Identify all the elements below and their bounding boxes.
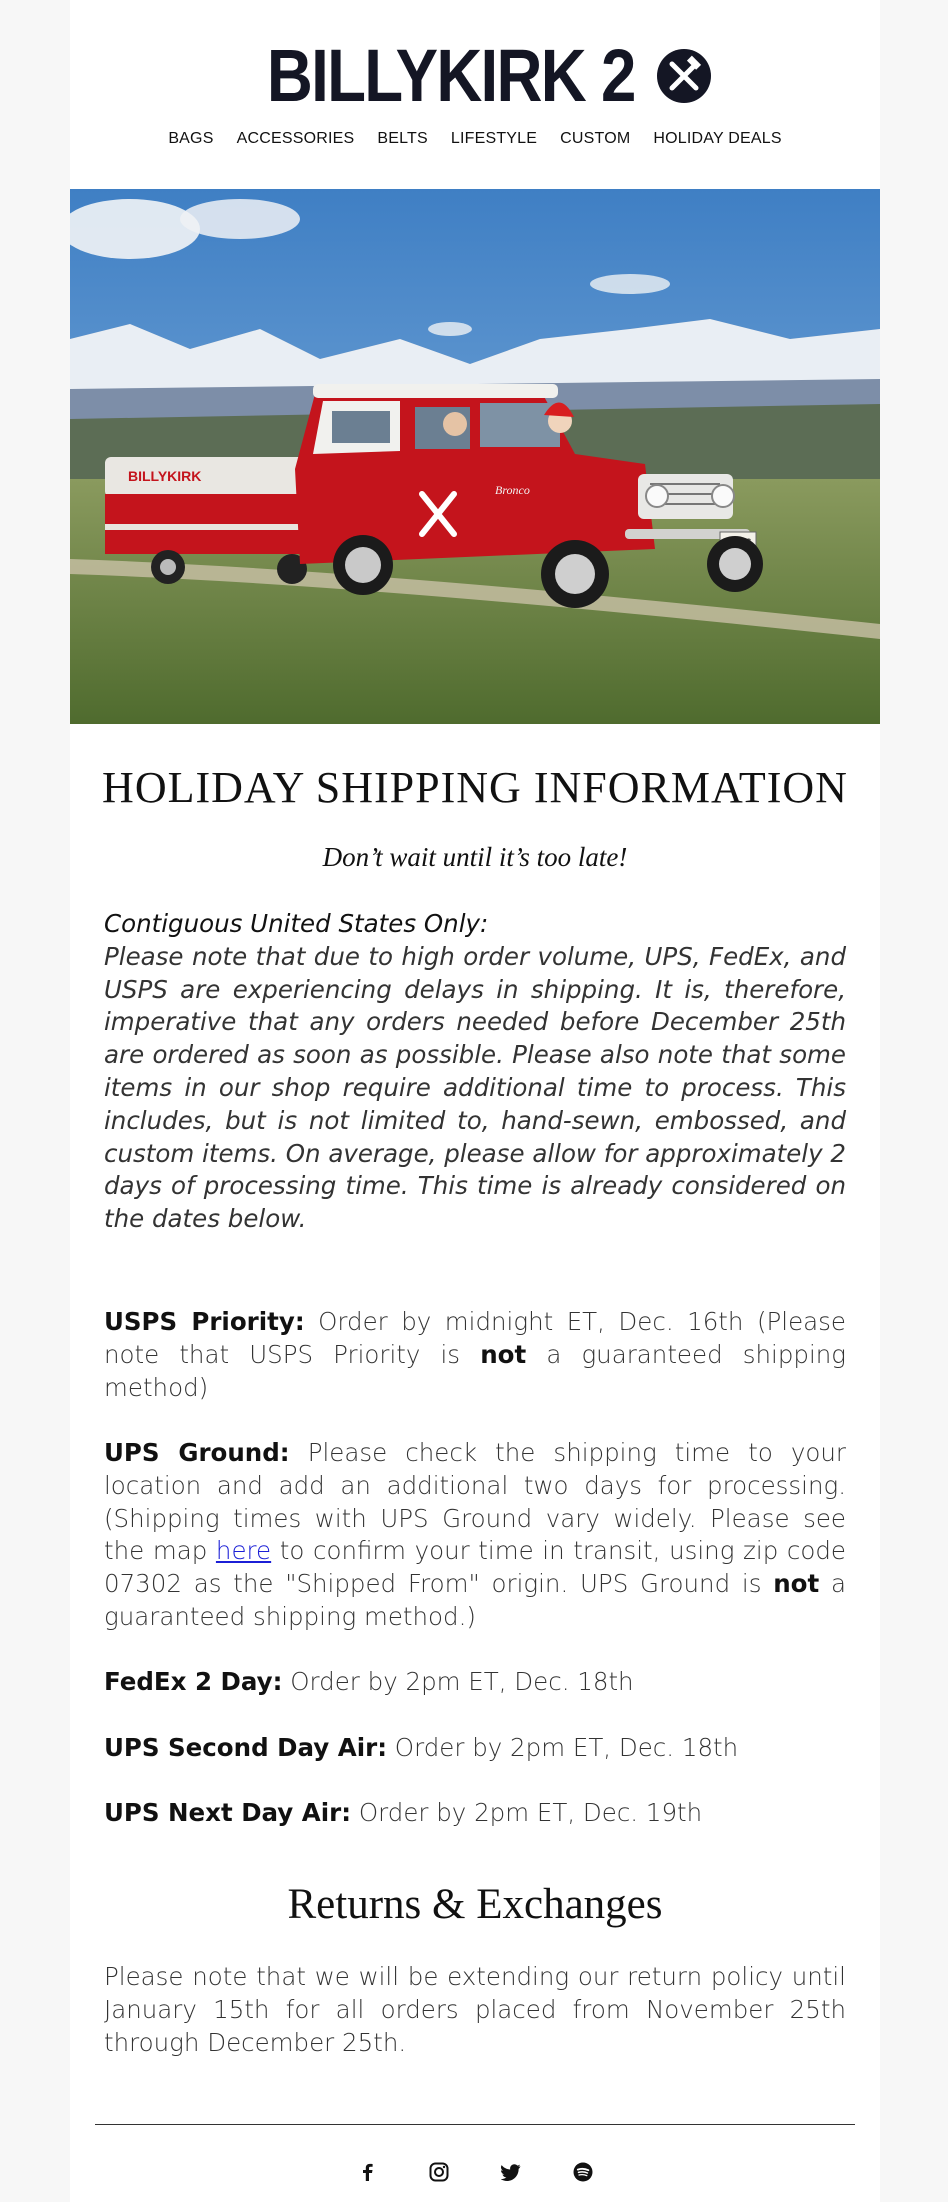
nav-bags[interactable]: BAGS (168, 130, 214, 147)
nav-belts[interactable]: BELTS (377, 130, 428, 147)
hero-image[interactable] (70, 189, 880, 724)
ups-ground-emph: not (773, 1569, 820, 1599)
trailer-brand: BILLYKIRK (128, 468, 202, 484)
ups-2day-text: Order by 2pm ET, Dec. 18th (387, 1733, 739, 1762)
bronco-script: Bronco (495, 483, 530, 497)
instagram-icon[interactable] (425, 2158, 453, 2186)
ups-ground-text-a: Please check the shipping time to your location and add an additional two days for processing. (Shipping times with UPS Ground vary widely. Please see the map (104, 1438, 847, 1566)
usps-label: USPS Priority: (104, 1307, 305, 1336)
usps-text-b: a guaranteed shipping method) (104, 1339, 846, 1402)
ups-ground-label: UPS Ground: (104, 1438, 290, 1467)
ups-ground-info (104, 1437, 846, 1634)
returns-heading: Returns & Exchanges (287, 1881, 663, 1928)
logo-wordmark: BILLYKIRK 2 (267, 34, 635, 117)
tagline: Don’t wait until it’s too late! (322, 842, 628, 872)
usps-emph: not (480, 1339, 527, 1369)
fedex-text: Order by 2pm ET, Dec. 18th (282, 1667, 634, 1696)
fedex-label: FedEx 2 Day: (104, 1667, 283, 1696)
nav-lifestyle[interactable]: LIFESTYLE (450, 130, 538, 147)
returns-body: Please note that we will be extending our return policy until January 15th for all orders placed from November 25th through December 25th. (104, 1962, 846, 2057)
ups-next-label: UPS Next Day Air: (104, 1798, 352, 1827)
main-nav (70, 130, 880, 148)
ups-ground-text-b: to confirm your time in transit, using zip code 07302 as the "Shipped From" origin. UPS Ground is (104, 1536, 846, 1599)
ups-second-day-info (104, 1732, 846, 1765)
ups-next-text: Order by 2pm ET, Dec. 19th (351, 1798, 703, 1827)
footer-divider (95, 2124, 855, 2125)
page-title: HOLIDAY SHIPPING INFORMATION (102, 763, 848, 812)
ups-ground-text-c: a guaranteed shipping method.) (104, 1569, 846, 1631)
fedex-2day-info (104, 1666, 846, 1699)
email-container (70, 0, 880, 2202)
twitter-icon[interactable] (497, 2158, 525, 2186)
notice-body: Please note that due to high order volume, UPS, FedEx, and USPS are experiencing delays in shipping. It is, therefore, imperative that any orders needed before December 25th are ordered as soon as possible. Please also note that some items in our shop require additional time to process. This includes, but is not limited to, hand-sewn, embossed, and custom items. On average, please allow for approximately 2 days of processing time. This time is already considered on the dates below. (104, 941, 846, 1234)
ups-map-link[interactable]: here (215, 1536, 272, 1566)
facebook-icon[interactable] (353, 2158, 381, 2186)
hammer-pick-logo-icon (655, 47, 713, 105)
nav-custom[interactable]: CUSTOM (560, 130, 631, 147)
social-links (70, 2158, 880, 2186)
spotify-icon[interactable] (569, 2158, 597, 2186)
nav-holiday-deals[interactable]: HOLIDAY DEALS (653, 130, 782, 147)
brand-logo[interactable] (70, 36, 880, 116)
notice-lead: Contiguous United States Only: (104, 909, 489, 938)
ups-2day-label: UPS Second Day Air: (104, 1733, 388, 1762)
usps-priority-info (104, 1306, 846, 1404)
shipping-notice (104, 908, 846, 1236)
ups-next-day-info (104, 1797, 846, 1830)
usps-text-a: Order by midnight ET, Dec. 16th (Please note that USPS Priority is (104, 1307, 847, 1369)
nav-accessories[interactable]: ACCESSORIES (236, 130, 355, 147)
